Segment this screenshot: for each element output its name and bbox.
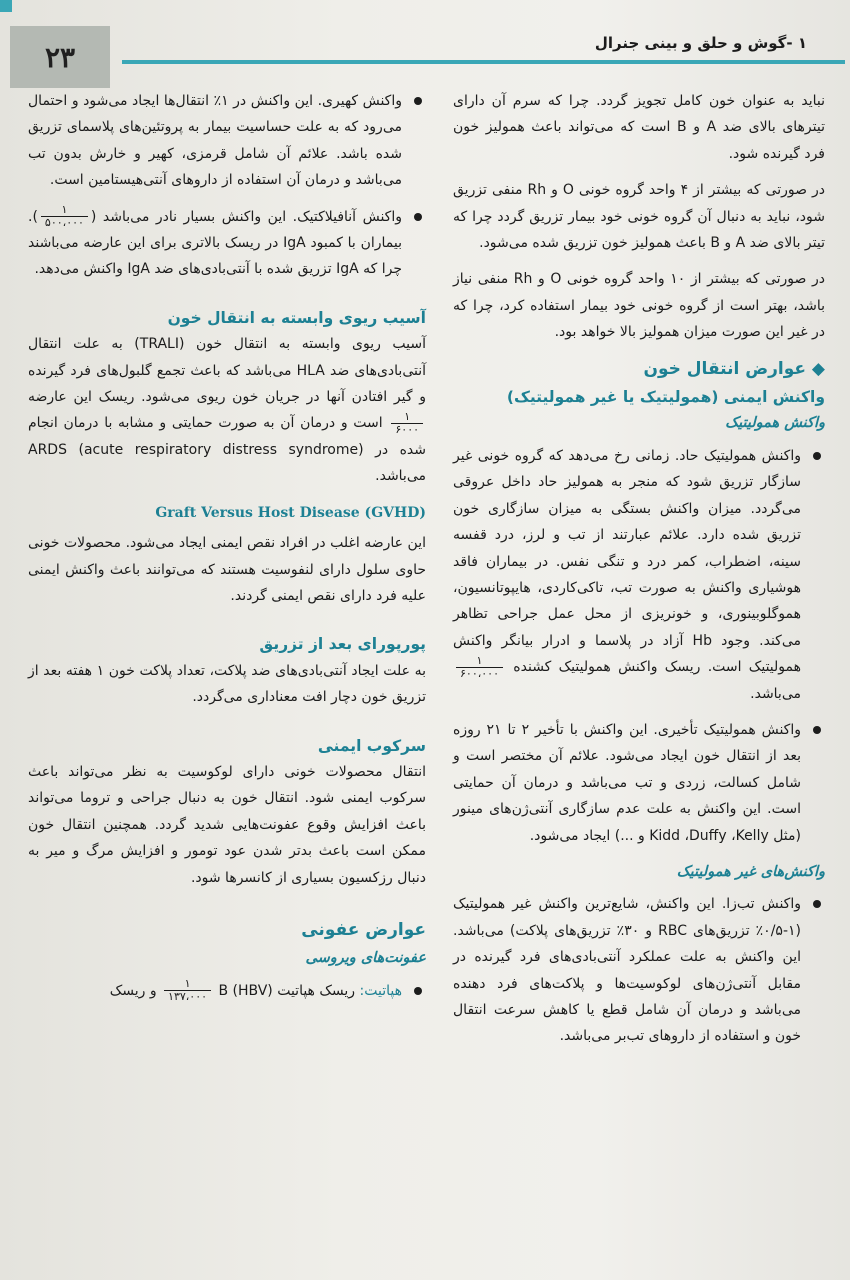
bullet-text: واکنش همولیتیک حاد. زمانی رخ می‌دهد که گروه خونی غیر سازگار تزریق شود که منجر به همولیز حاد داخل عروقی می‌گردد. میزان واکنش بستگی به میزان سازگاری خون تزریق شده دارد. علائم عبارتند از تب و لرز، درد قفسه سینه، اضطراب، کمر درد و تنگی نفس. در بیماران فاقد هوشیاری واکنش به صورت تب، تاکی‌کاردی، هایپوتانسیون، هموگلوبینوری، و خونریزی از محل عمل جراحی تظاهر می‌کند. وجود Hb آزاد در پلاسما و ادرار بیانگر واکنش همولیتیک است. ریسک واکنش همولیتیک کشنده bbox=[453, 447, 801, 676]
fraction-denominator: ۶۰۰۰ bbox=[395, 422, 420, 436]
header-rule bbox=[122, 60, 845, 64]
fraction-denominator: ۱۳۷،۰۰۰ bbox=[168, 990, 208, 1004]
paragraph-text: است و درمان آن به صورت حمایتی و مشابه با درمان انجام شده در bbox=[28, 415, 427, 458]
subsection-heading: واکنش ایمنی (همولیتیک یا غیر همولیتیک) bbox=[506, 388, 825, 407]
bullet-text: و ریسک bbox=[109, 982, 157, 999]
page-number: ۲۳ bbox=[10, 26, 110, 88]
bullet-text: واکنش تب‌زا. این واکنش، شایع‌ترین واکنش غیر همولیتیک (۱-۰/۵٪ تزریق‌های RBC و ۳۰٪ تزریق‌های پلاکت) می‌باشد. این واکنش به علت عملکرد آنتی‌بادی‌های فرد گیرنده در مقابل آنتی‌ژن‌های لوکوسیت‌ها و پلاکت‌های فرد دهنده می‌باشد و درمان آن شامل قطع یا کاهش سرعت انتقال خون و استفاده از داروهای تب‌بر می‌باشد. bbox=[453, 896, 801, 1045]
bullet-label: هپاتیت: bbox=[359, 982, 402, 999]
paragraph-text: آسیب ریوی وابسته به انتقال خون (TRALI) به علت انتقال آنتی‌بادی‌های ضد HLA می‌باشد که باعث تجمع گلبول‌های فرد گیرنده و گیر افتادن آنها در جریان خون ریوی می‌شود. ریسک این عارضه bbox=[28, 336, 426, 406]
bullet-item bbox=[453, 891, 825, 1049]
paragraph: به علت ایجاد آنتی‌بادی‌های ضد پلاکت، تعداد پلاکت خون ۱ هفته بعد از تزریق خون دچار افت معناداری می‌گردد. bbox=[28, 662, 426, 706]
section-heading: سرکوب ایمنی bbox=[317, 736, 426, 755]
bullet-item bbox=[28, 88, 426, 194]
paragraph: این عارضه اغلب در افراد نقص ایمنی ایجاد می‌شود. محصولات خونی حاوی سلول دارای لنفوسیت هستند که می‌توانند باعث واکنش ایمنی علیه فرد دارای نقص ایمنی گردند. bbox=[28, 535, 426, 604]
english-term: ARDS (acute respiratory distress syndrome) bbox=[28, 441, 364, 458]
paragraph bbox=[28, 331, 426, 489]
fraction-denominator: ۶۰۰،۰۰۰ bbox=[460, 666, 499, 680]
fraction bbox=[456, 655, 503, 680]
bullet-item bbox=[453, 443, 825, 707]
paragraph: انتقال محصولات خونی دارای لوکوسیت به نظر می‌تواند باعث سرکوب ایمنی شود. انتقال خون به دنبال جراحی و تروما می‌تواند باعث افزایش وقوع عفونت‌هایی شدید گردد. همچنین انتقال خون ممکن است باعث بدتر شدن عود تومور و افزایش مرگ و میر به دنبال رزکسیون بسیاری از کانسرها شود. bbox=[28, 763, 426, 886]
bullet-text: می‌باشد. bbox=[750, 685, 801, 702]
fraction-numerator: ۱ bbox=[456, 655, 503, 668]
section-heading: ◆ عوارض انتقال خون bbox=[643, 358, 825, 379]
subsection-heading: واکنش‌های غیر همولیتیک bbox=[676, 863, 825, 880]
corner-accent bbox=[0, 0, 12, 12]
fraction-denominator: ۵۰۰،۰۰۰ bbox=[44, 216, 84, 230]
bullet-text: واکنش کهیری. این واکنش در ۱٪ انتقال‌ها ایجاد می‌شود و احتمال می‌رود که به علت حساسیت بیمار به پروتئین‌های پلاسمای تزریق شده باشد. علائم آن شامل قرمزی، کهیر و خارش بدون تب می‌باشد و درمان آن استفاده از داروهای آنتی‌هیستامین است. bbox=[28, 93, 402, 189]
fraction-numerator: ۱ bbox=[41, 204, 88, 217]
section-heading: عوارض عفونی bbox=[301, 919, 426, 940]
bullet-text: ). بیماران با کمبود IgA در ریسک بالاتری برای این عارضه می‌باشند چرا که IgA تزریق شده با آنتی‌بادی‌های ضد IgA واکنش می‌دهد. bbox=[28, 208, 402, 278]
right-column bbox=[453, 88, 825, 1060]
bullet-item bbox=[28, 978, 426, 1004]
left-column bbox=[28, 88, 426, 1014]
subsection-heading: عفونت‌های ویروسی bbox=[305, 950, 426, 967]
paragraph: نباید به عنوان خون کامل تجویز گردد. چرا که سرم آن دارای تیترهای بالای ضد A و B است که می‌تواند باعث همولیز خون فرد گیرنده شود. bbox=[453, 93, 825, 162]
bullet-text: واکنش آنافیلاکتیک. این واکنش بسیار نادر می‌باشد ( bbox=[90, 208, 402, 225]
fraction-numerator: ۱ bbox=[164, 978, 211, 991]
section-heading: پورپورای بعد از تزریق bbox=[259, 635, 426, 654]
fraction bbox=[41, 204, 88, 229]
section-heading: آسیب ریوی وابسته به انتقال خون bbox=[167, 308, 426, 327]
section-heading: (GVHD) Graft Versus Host Disease bbox=[155, 504, 426, 521]
bullet-text: ریسک هپاتیت B (HBV) bbox=[218, 982, 356, 999]
bullet-item bbox=[453, 717, 825, 849]
bullet-item bbox=[28, 204, 426, 283]
fraction bbox=[391, 411, 423, 436]
subsection-heading: واکنش همولیتیک bbox=[725, 415, 825, 432]
paragraph: در صورتی که بیشتر از ۱۰ واحد گروه خونی O و Rh منفی نیاز باشد، بهتر است از گروه خونی خود بیمار استفاده کرد، چرا که در غیر این صورت میزان همولیز بالا خواهد بود. bbox=[453, 271, 825, 341]
page-header bbox=[10, 22, 845, 72]
paragraph: در صورتی که بیشتر از ۴ واحد گروه خونی O و Rh منفی تزریق شود، نباید به دنبال آن گروه خونی خود بیمار تزریق گردد چرا که تیتر بالای ضد A و B باعث همولیز خون تزریق شده می‌شود. bbox=[453, 182, 825, 252]
bullet-text: واکنش همولیتیک تأخیری. این واکنش با تأخیر ۲ تا ۲۱ روزه بعد از انتقال خون ایجاد می‌شود. علائم آن مختصر است و شامل کسالت، زردی و تب می‌باشد و درمان آن حمایتی است. این واکنش به علت عدم سازگاری آنتی‌ژن‌های مینور (مثل Kidd ،Duffy ،Kelly و ...) ایجاد می‌شود. bbox=[453, 721, 801, 844]
chapter-title: ۱ -گوش و حلق و بینی جنرال bbox=[594, 34, 807, 52]
fraction bbox=[164, 978, 211, 1003]
paragraph-text: می‌باشد. bbox=[375, 468, 426, 485]
fraction-numerator: ۱ bbox=[391, 411, 423, 424]
